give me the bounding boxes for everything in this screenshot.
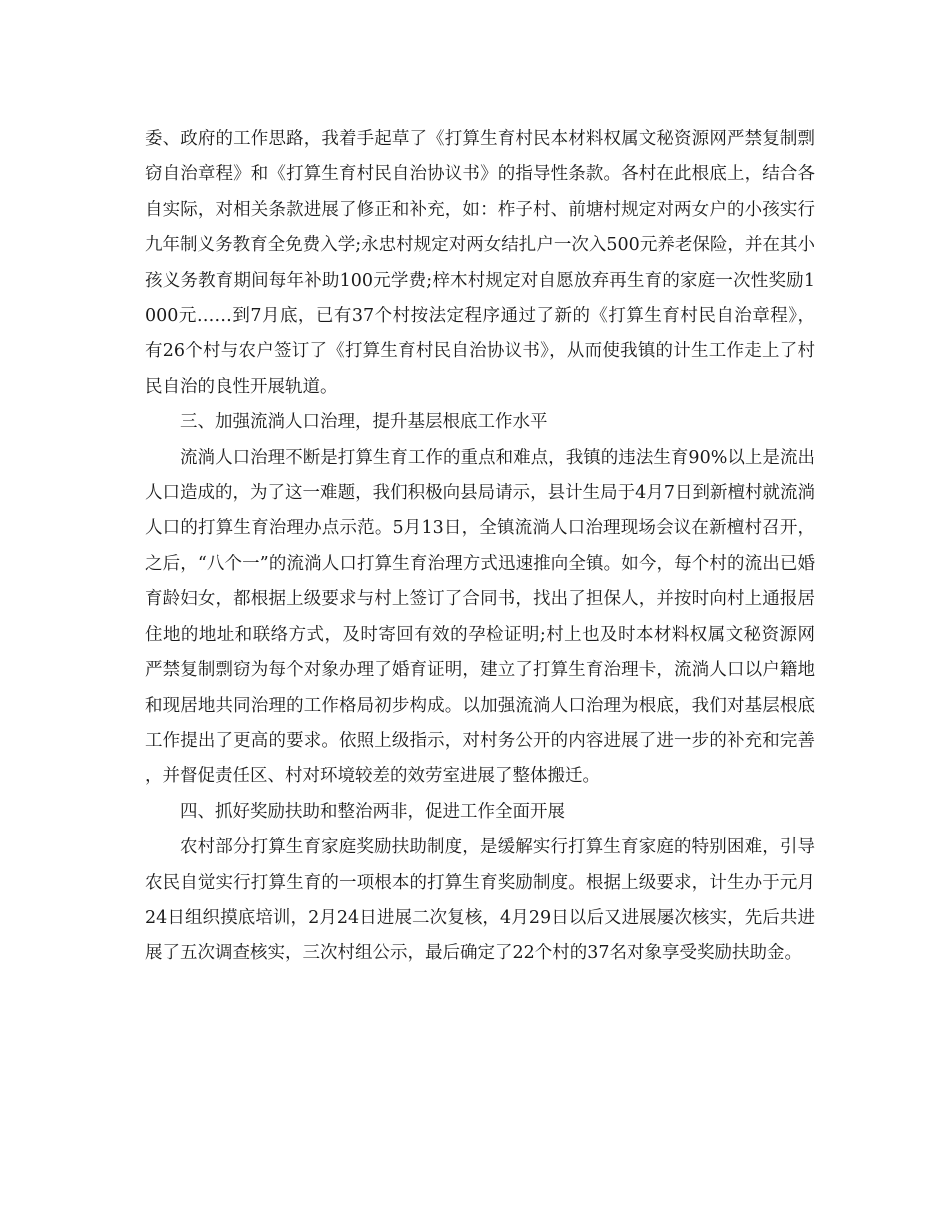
paragraph-2: 流淌人口治理不断是打算生育工作的重点和难点，我镇的违法生育90%以上是流出人口造成的，为了这一难题，我们积极向县局请示，县计生局于4月7日到新檀村就流淌人口的打算生育治理办点示范。5月13日，全镇流淌人口治理现场会议在新檀村召开，之后，“八个一”的流淌人口打算生育治理方式迅速推向全镇。如今，每个村的流出已婚育龄妇女，都根据上级要求与村上签订了合同书，找出了担保人，并按时向村上通报居住地的地址和联络方式，及时寄回有效的孕检证明;村上也及时本材料权属文秘资源网严禁复制剽窃为每个对象办理了婚育证明，建立了打算生育治理卡，流淌人口以户籍地和现居地共同治理的工作格局初步构成。以加强流淌人口治理为根底，我们对基层根底工作提出了更高的要求。依照上级指示，对村务公开的内容进展了进一步的补充和完善，并督促责任区、村对环境较差的效劳室进展了整体搬迁。: [145, 447, 815, 787]
paragraph-1: 委、政府的工作思路，我着手起草了《打算生育村民本材料权属文秘资源网严禁复制剽窃自治章程》和《打算生育村民自治协议书》的指导性条款。各村在此根底上，结合各自实际，对相关条款进展了修正和补充，如：柞子村、前塘村规定对两女户的小孩实行九年制义务教育全免费入学;永忠村规定对两女结扎户一次入500元养老保险，并在其小孩义务教育期间每年补助100元学费;梓木村规定对自愿放弃再生育的家庭一次性奖励1000元……到7月底，已有37个村按法定程序通过了新的《打算生育村民自治章程》，有26个村与农户签订了《打算生育村民自治协议书》，从而使我镇的计生工作走上了村民自治的良性开展轨道。: [145, 129, 815, 397]
section-heading-4: 四、抓好奖励扶助和整治两非，促进工作全面开展: [180, 801, 565, 822]
section-heading-3: 三、加强流淌人口治理，提升基层根底工作水平: [180, 412, 548, 433]
paragraph-3: 农村部分打算生育家庭奖励扶助制度，是缓解实行打算生育家庭的特别困难，引导农民自觉实行打算生育的一项根本的打算生育奖励制度。根据上级要求，计生办于元月24日组织摸底培训，2月24日进展二次复核，4月29日以后又进展屡次核实，先后共进展了五次调查核实，三次村组公示，最后确定了22个村的37名对象享受奖励扶助金。: [145, 837, 815, 964]
document-body: [145, 122, 815, 972]
